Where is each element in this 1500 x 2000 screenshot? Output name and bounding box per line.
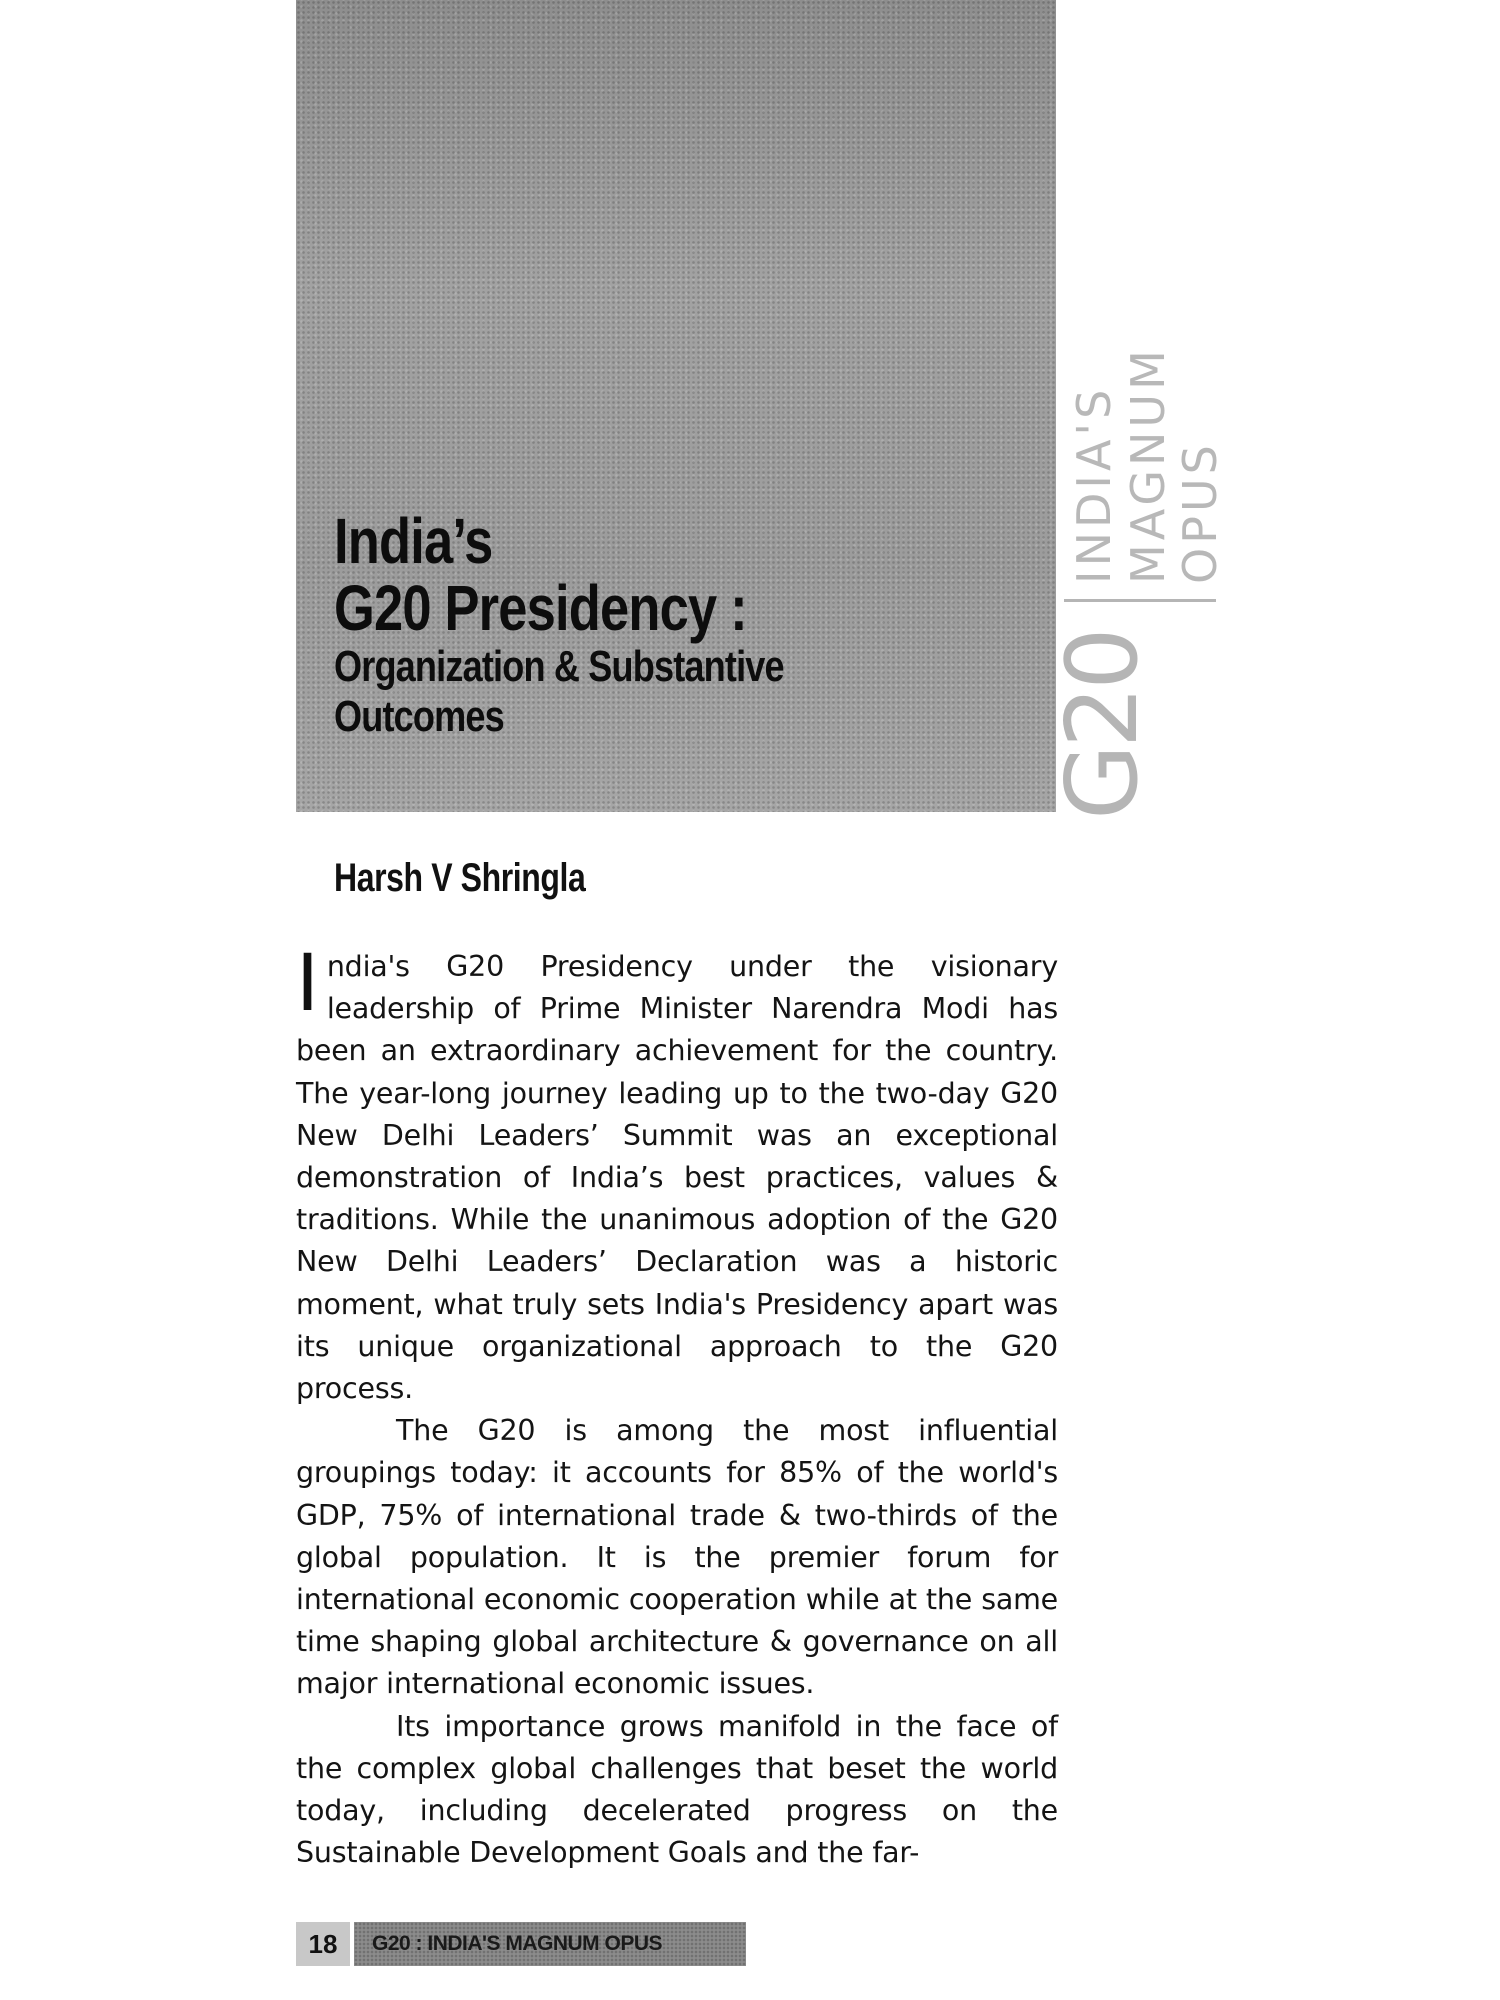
drop-cap: I — [296, 939, 319, 1029]
paragraph-3: Its importance grows manifold in the face of the complex global challenges that beset the world today, including decelerated progress on the Sustainable Development Goals and the far- — [296, 1709, 1058, 1870]
side-title-g20: G20 — [1046, 631, 1160, 820]
subtitle-line-2: Outcomes — [334, 692, 504, 741]
side-title-line-1: INDIA'S — [1067, 385, 1121, 584]
side-title-line-3: OPUS — [1173, 441, 1227, 584]
page-number: 18 — [296, 1922, 350, 1966]
paragraph-1-text: ndia's G20 Presidency under the visionary leadership of Prime Minister Narendra Modi has been an extraordinary achievement for the country. The year-long journey leading up to the two-day G20 New Delhi Leaders’ Summit was an exceptional demonstration of India’s best practices, values & traditions. While the unanimous adoption of the G20 New Delhi Leaders’ Declaration was a historic moment, what truly sets India's Presidency apart was its unique organizational approach to the G20 process. — [296, 950, 1058, 1406]
running-head: G20 : INDIA'S MAGNUM OPUS — [354, 1922, 746, 1966]
side-title-divider — [1064, 599, 1216, 602]
article-title — [334, 505, 784, 742]
page-footer — [296, 1922, 746, 1966]
title-line-2: G20 Presidency : — [334, 572, 747, 644]
article-body — [296, 939, 1058, 1874]
side-title-line-2: MAGNUM — [1121, 346, 1175, 584]
paragraph-2: The G20 is among the most influential groupings today: it accounts for 85% of the world's GDP, 75% of international trade & two-thirds of the global population. It is the premier forum for international economic cooperation while at the same time shaping global architecture & governance on all major international economic issues. — [296, 1414, 1058, 1701]
vertical-series-title-graphic — [1046, 180, 1258, 820]
title-line-1: India’s — [334, 505, 493, 577]
paragraph-1 — [296, 939, 1058, 1410]
subtitle-line-1: Organization & Substantive — [334, 642, 784, 691]
vertical-series-title — [1046, 180, 1258, 820]
author-name: Harsh V Shringla — [334, 856, 586, 900]
